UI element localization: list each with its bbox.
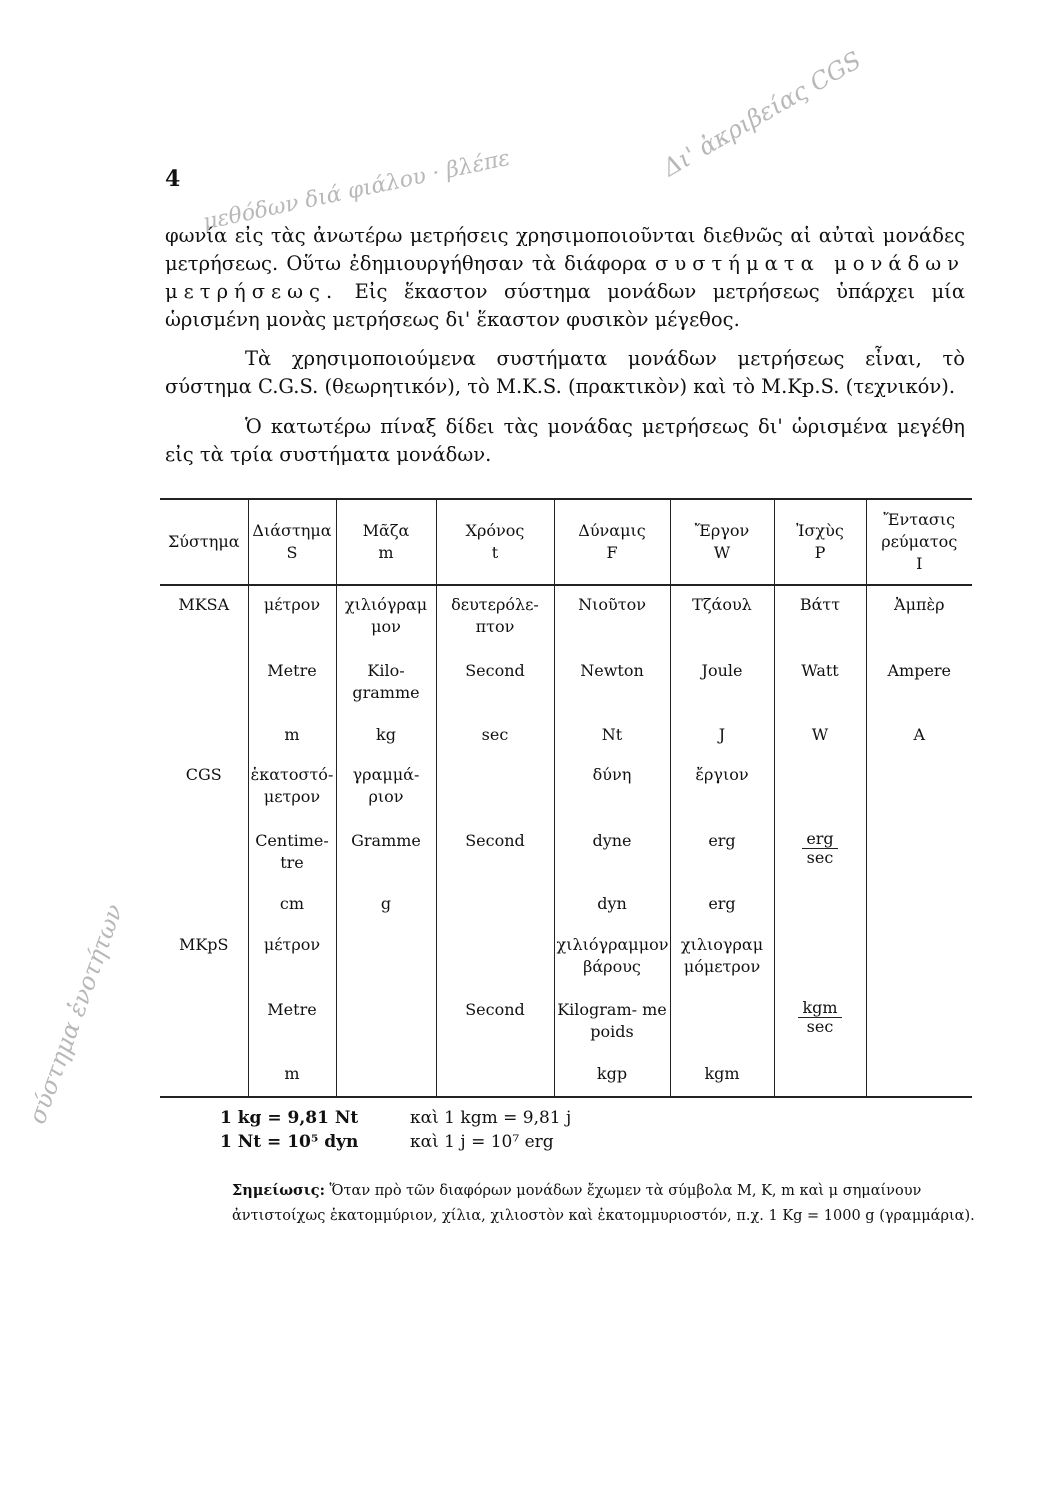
footnote-label: Σημείωσις: (232, 1182, 325, 1199)
cell (336, 997, 436, 1061)
header-name: Ἔντασις ρεύματος (881, 510, 958, 551)
paragraph-used-systems (165, 345, 965, 401)
header-system (160, 499, 248, 585)
cell (160, 828, 248, 892)
cell: J (670, 722, 774, 756)
paragraph-table-intro-text: Ὁ κατωτέρω πίναξ δίδει τὰς μονάδας μετρήσεως δι' ὡρισμένα μεγέθη εἰς τὰ τρία συστήματα μονάδων. (165, 415, 965, 466)
cell (160, 658, 248, 722)
cell (866, 891, 972, 925)
equation-row (220, 1130, 571, 1154)
cell: γραμμά- ριον (336, 756, 436, 828)
cell: Kilo- gramme (336, 658, 436, 722)
power-fraction-cgs (802, 830, 837, 867)
cell (866, 926, 972, 998)
cell: Βάττ (774, 585, 866, 658)
handwritten-note-left: σύστημα ἑνοτήτων (22, 900, 129, 1128)
cell: kgm (670, 1061, 774, 1097)
footnote (232, 1178, 977, 1229)
conversion-equations (220, 1106, 571, 1154)
cell: μέτρον (248, 926, 336, 998)
cell: χιλιόγραμ μον (336, 585, 436, 658)
equation-right: καὶ 1 kgm = 9,81 j (410, 1108, 572, 1128)
table-row (160, 658, 972, 722)
table-row (160, 828, 972, 892)
header-power (774, 499, 866, 585)
footnote-text: Ὅταν πρὸ τῶν διαφόρων μονάδων ἔχωμεν τὰ σύμβολα M, K, m καὶ μ σημαίνουν ἀντιστοίχως ἑκατομμύριον, χίλια, χιλιοστὸν καὶ ἑκατομμυριοστόν, π.χ. 1 Kg = 1000 g (γραμμάρια). (232, 1183, 975, 1224)
header-work (670, 499, 774, 585)
cell: Second (436, 658, 554, 722)
cell: ἔργιον (670, 756, 774, 828)
cell: m (248, 722, 336, 756)
cell (774, 828, 866, 892)
cell: erg (670, 828, 774, 892)
cell (774, 1061, 866, 1097)
cell (436, 926, 554, 998)
cell: Nt (554, 722, 670, 756)
handwritten-note-right: Δι' ἀκριβείας CGS (657, 45, 866, 183)
equation-right: καὶ 1 j = 10⁷ erg (410, 1132, 554, 1152)
header-name: Χρόνος (465, 521, 525, 540)
fraction-denominator: sec (806, 1017, 834, 1037)
cell (336, 1061, 436, 1097)
cell: Metre (248, 997, 336, 1061)
cell (436, 891, 554, 925)
cell: dyn (554, 891, 670, 925)
header-name: Ἔργον (694, 521, 750, 540)
cell: χιλιογραμ μόμετρον (670, 926, 774, 998)
paragraph-used-systems-text: Τὰ χρησιμοποιούμενα συστήματα μονάδων μετρήσεως εἶναι, τὸ σύστημα C.G.S. (θεωρητικόν), τὸ M.K.S. (πρακτικὸν) καὶ τὸ M.Kp.S. (τεχνικόν). (165, 347, 965, 398)
cell (160, 997, 248, 1061)
cell: Second (436, 997, 554, 1061)
cell (670, 997, 774, 1061)
fraction-denominator: sec (806, 847, 834, 867)
header-time (436, 499, 554, 585)
table-header-row (160, 499, 972, 585)
header-name: Ἰσχὺς (796, 521, 844, 540)
cell: χιλιόγραμμον βάρους (554, 926, 670, 998)
cell: erg (670, 891, 774, 925)
cell: sec (436, 722, 554, 756)
cell: δευτερόλε- πτον (436, 585, 554, 658)
paragraph-systems (165, 222, 965, 334)
cell: Νιοῦτον (554, 585, 670, 658)
cell: Watt (774, 658, 866, 722)
system-mksa: MKSA (178, 595, 230, 614)
header-symbol: P (814, 543, 826, 562)
cell (436, 1061, 554, 1097)
cell: cm (248, 891, 336, 925)
cell: Kilogram- me poids (554, 997, 670, 1061)
cell: kg (336, 722, 436, 756)
cell (336, 926, 436, 998)
header-name: Δύναμις (578, 521, 646, 540)
cell: Joule (670, 658, 774, 722)
equation-left: 1 Nt = 10⁵ dyn (220, 1132, 359, 1152)
table-row (160, 756, 972, 828)
cell: g (336, 891, 436, 925)
table-row (160, 585, 972, 658)
table-row (160, 926, 972, 998)
table-row (160, 891, 972, 925)
equation-left: 1 kg = 9,81 Nt (220, 1108, 359, 1128)
cell: Newton (554, 658, 670, 722)
cell (774, 891, 866, 925)
paragraph-systems-spaced: συστήματα μονάδων μετρήσεως. (165, 252, 965, 303)
fraction-numerator: kgm (798, 999, 841, 1018)
cell: ἑκατοστό- μετρον (248, 756, 336, 828)
cell: A (866, 722, 972, 756)
cell: δύνη (554, 756, 670, 828)
header-force (554, 499, 670, 585)
header-name: Διάστημα (252, 521, 332, 540)
system-mkps: MKpS (178, 934, 229, 954)
cell: Gramme (336, 828, 436, 892)
cell (160, 722, 248, 756)
header-symbol: t (491, 543, 499, 562)
header-symbol: I (916, 554, 923, 573)
cell: Second (436, 828, 554, 892)
cell: Ἀμπὲρ (866, 585, 972, 658)
cell (774, 926, 866, 998)
cell (774, 997, 866, 1061)
cell: Metre (248, 658, 336, 722)
table-row (160, 1061, 972, 1097)
cell (436, 756, 554, 828)
header-name: Σύστημα (167, 532, 240, 551)
header-symbol: S (286, 543, 298, 562)
cell (774, 756, 866, 828)
paragraph-systems-end: Εἰς ἕκαστον σύστημα μονάδων μετρήσεως ὑπάρχει μία ὡρισμένη μονὰς μετρήσεως δι' ἕκαστον φυσικὸν μέγεθος. (165, 280, 965, 331)
cell: Τζάουλ (670, 585, 774, 658)
header-symbol: m (378, 543, 394, 562)
header-symbol: W (713, 543, 731, 562)
table-row (160, 997, 972, 1061)
cell: W (774, 722, 866, 756)
table-row (160, 722, 972, 756)
header-name: Μᾶζα (362, 521, 410, 540)
cell: kgp (554, 1061, 670, 1097)
cell: dyne (554, 828, 670, 892)
header-symbol: F (606, 543, 618, 562)
units-table (160, 498, 972, 1098)
paragraph-table-intro (165, 413, 965, 469)
cell (866, 828, 972, 892)
power-fraction-mkps (798, 999, 841, 1036)
cell (160, 1061, 248, 1097)
paragraph-systems-start: φωνία εἰς τὰς ἀνωτέρω μετρήσεις χρησιμοποιοῦνται διεθνῶς αἱ αὐταὶ μονάδες μετρήσεως. Οὕτω ἐδημιουργήθησαν τὰ διάφορα (165, 224, 965, 275)
header-mass (336, 499, 436, 585)
cell: Ampere (866, 658, 972, 722)
header-distance (248, 499, 336, 585)
cell: Centime- tre (248, 828, 336, 892)
system-cgs: CGS (185, 765, 222, 785)
header-current (866, 499, 972, 585)
cell (866, 997, 972, 1061)
cell (160, 891, 248, 925)
cell: μέτρον (248, 585, 336, 658)
fraction-numerator: erg (802, 830, 837, 849)
equation-row (220, 1106, 571, 1130)
page-number: 4 (165, 166, 181, 192)
cell (866, 756, 972, 828)
cell: m (248, 1061, 336, 1097)
handwritten-note-top: μεθόδων διά φιάλου · βλέπε (200, 145, 513, 236)
cell (866, 1061, 972, 1097)
